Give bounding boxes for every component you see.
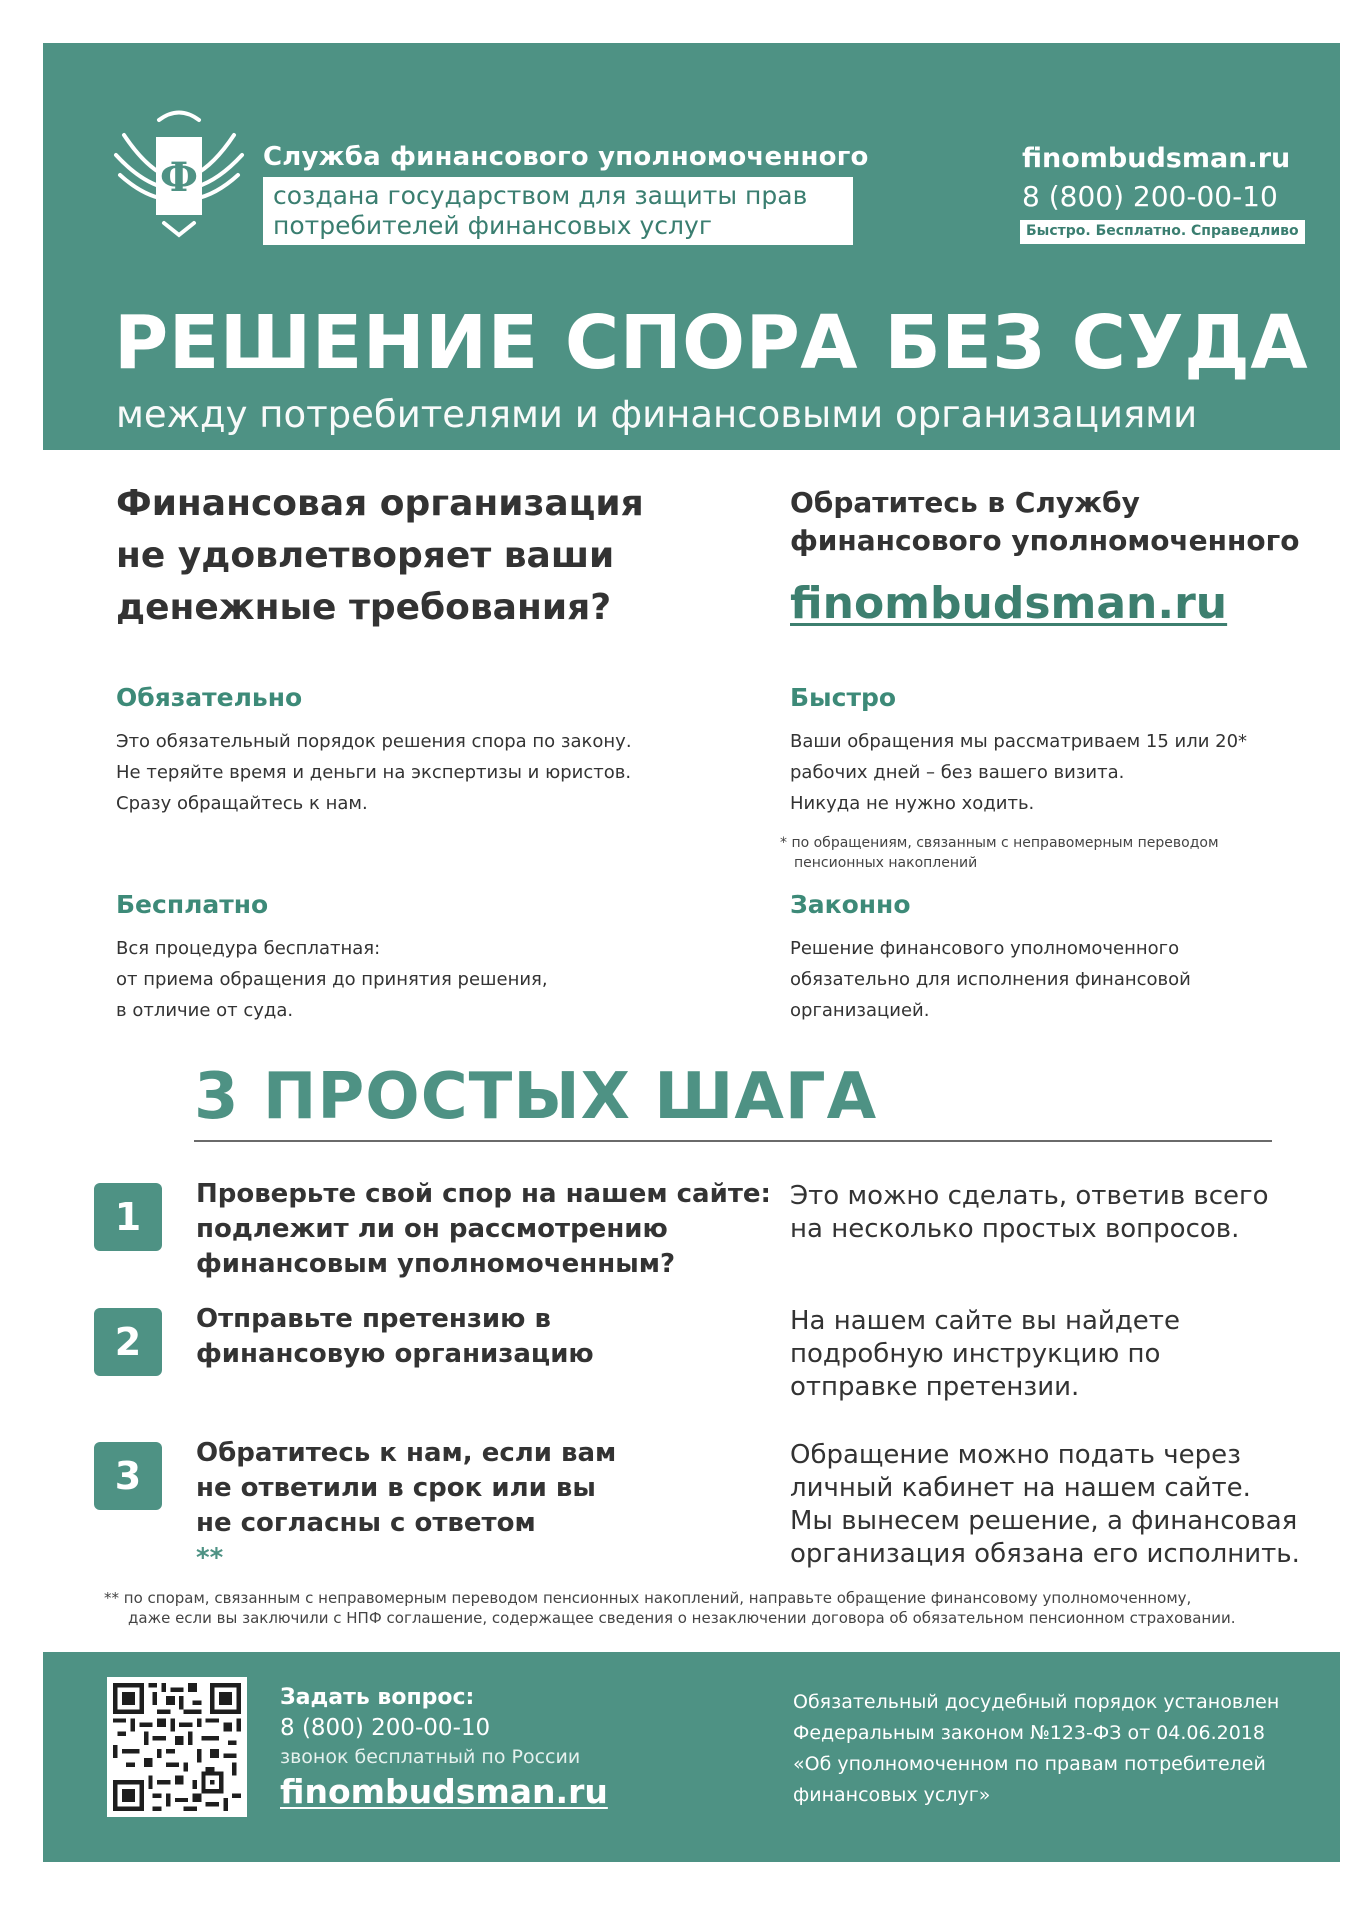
tagline-box [263, 177, 853, 245]
feature-text [790, 933, 1191, 1026]
feature-line: рабочих дней – без вашего визита. [790, 762, 1125, 783]
step-description [790, 1439, 1300, 1571]
feature-line: Никуда не нужно ходить. [790, 793, 1035, 814]
qr-code-icon[interactable] [107, 1677, 247, 1817]
intro-question-line: денежные требования? [116, 587, 612, 628]
law-line: «Об уполномоченном по правам потребителей [793, 1753, 1266, 1775]
law-line: Обязательный досудебный порядок установлен [793, 1691, 1280, 1713]
step-description-line: Это можно сделать, ответив всего [790, 1181, 1269, 1211]
law-line: финансовых услуг» [793, 1784, 991, 1806]
intro-question-line: Финансовая организация [116, 483, 644, 524]
step-heading [196, 1302, 594, 1372]
step-heading-line: не ответили в срок или вы [196, 1473, 596, 1503]
feature-free [116, 890, 548, 1026]
tagline-line: создана государством для защиты прав [273, 181, 808, 210]
footer-phone-note: звонок бесплатный по России [280, 1746, 581, 1768]
ask-question-title: Задать вопрос: [280, 1685, 475, 1710]
intro-site-link[interactable]: finombudsman.ru [790, 578, 1228, 629]
steps-footnote [104, 1588, 1235, 1628]
step-number-badge: 1 [94, 1183, 162, 1251]
step-heading-line: подлежит ли он рассмотрению [196, 1214, 668, 1244]
feature-text [116, 726, 632, 819]
step-description-line: Обращение можно подать через [790, 1440, 1241, 1470]
footnote-line: * по обращениям, связанным с неправомерным переводом [780, 835, 1219, 851]
step-description [790, 1180, 1269, 1246]
header-site-link[interactable]: finombudsman.ru [1022, 143, 1291, 174]
step-description-line: организация обязана его исполнить. [790, 1539, 1300, 1569]
footnote-mark: ** [196, 1543, 224, 1573]
step-description-line: личный кабинет на нашем сайте. [790, 1473, 1251, 1503]
header-phone[interactable]: 8 (800) 200-00-10 [1022, 180, 1278, 213]
footnote-line: даже если вы заключили с НПФ соглашение, содержащее сведения о незаключении договора об обязательном пенсионном страховании. [128, 1609, 1236, 1627]
step-heading [196, 1177, 771, 1282]
feature-fast [780, 683, 1248, 873]
intro-appeal-line: Обратитесь в Службу [790, 486, 1140, 519]
step-heading-line [196, 1506, 616, 1576]
intro-question [116, 478, 644, 634]
header-motto-badge: Быстро. Бесплатно. Справедливо [1020, 220, 1305, 244]
step-heading [196, 1436, 616, 1576]
step-description-line: подробную инструкцию по [790, 1339, 1161, 1369]
feature-line: Не теряйте время и деньги на экспертизы и юристов. [116, 762, 632, 783]
feature-line: Решение финансового уполномоченного [790, 938, 1180, 959]
feature-line: Вся процедура бесплатная: [116, 938, 381, 959]
feature-line: обязательно для исполнения финансовой [790, 969, 1191, 990]
feature-line: Сразу обращайтесь к нам. [116, 793, 368, 814]
footer-phone[interactable]: 8 (800) 200-00-10 [280, 1715, 491, 1741]
steps-title: 3 ПРОСТЫХ ШАГА [194, 1060, 878, 1134]
feature-text [790, 726, 1247, 819]
emblem-letter: Ф [160, 154, 198, 201]
feature-line: Ваши обращения мы рассматриваем 15 или 20* [790, 731, 1248, 752]
footer-site-link[interactable]: finombudsman.ru [280, 1772, 608, 1811]
intro-appeal-line: финансового уполномоченного [790, 524, 1300, 557]
step-heading-line: Отправьте претензию в [196, 1304, 551, 1334]
feature-legal [790, 890, 1191, 1026]
tagline-line: потребителей финансовых услуг [273, 211, 712, 240]
org-name: Служба финансового уполномоченного [263, 142, 869, 172]
step-number-badge: 2 [94, 1308, 162, 1376]
feature-title: Обязательно [116, 683, 303, 712]
step-heading-line: Проверьте свой спор на нашем сайте: [196, 1179, 771, 1209]
feature-title: Бесплатно [116, 890, 269, 919]
eagle-emblem-icon [104, 95, 254, 245]
step-number-badge: 3 [94, 1442, 162, 1510]
footnote-line: пенсионных накоплений [794, 855, 978, 871]
step-heading-text: не согласны с ответом [196, 1508, 536, 1538]
step-description-line: Мы вынесем решение, а финансовая [790, 1506, 1298, 1536]
step-description-line: отправке претензии. [790, 1372, 1080, 1402]
steps-divider [194, 1140, 1272, 1142]
intro-appeal [790, 484, 1299, 560]
step-heading-line: финансовую организацию [196, 1339, 594, 1369]
feature-mandatory [116, 683, 632, 819]
step-description-line: на несколько простых вопросов. [790, 1214, 1240, 1244]
intro-question-line: не удовлетворяет ваши [116, 535, 615, 576]
feature-text [116, 933, 548, 1026]
feature-line: в отличие от суда. [116, 1000, 294, 1021]
feature-title: Законно [790, 890, 911, 919]
step-description-line: На нашем сайте вы найдете [790, 1306, 1180, 1336]
feature-line: Это обязательный порядок решения спора по закону. [116, 731, 632, 752]
feature-line: от приема обращения до принятия решения, [116, 969, 548, 990]
law-line: Федеральным законом №123-ФЗ от 04.06.2018 [793, 1722, 1265, 1744]
feature-line: организацией. [790, 1000, 930, 1021]
law-reference [793, 1687, 1279, 1811]
feature-footnote [780, 833, 1247, 873]
step-heading-line: финансовым уполномоченным? [196, 1249, 676, 1279]
step-description [790, 1305, 1180, 1404]
footnote-line: ** по спорам, связанным с неправомерным переводом пенсионных накоплений, направьте обращение финансовому уполномоченному, [104, 1589, 1192, 1607]
page-subtitle: между потребителями и финансовыми организациями [116, 393, 1198, 436]
page-title: РЕШЕНИЕ СПОРА БЕЗ СУДА [114, 300, 1309, 386]
step-heading-line: Обратитесь к нам, если вам [196, 1438, 617, 1468]
feature-title: Быстро [790, 683, 897, 712]
